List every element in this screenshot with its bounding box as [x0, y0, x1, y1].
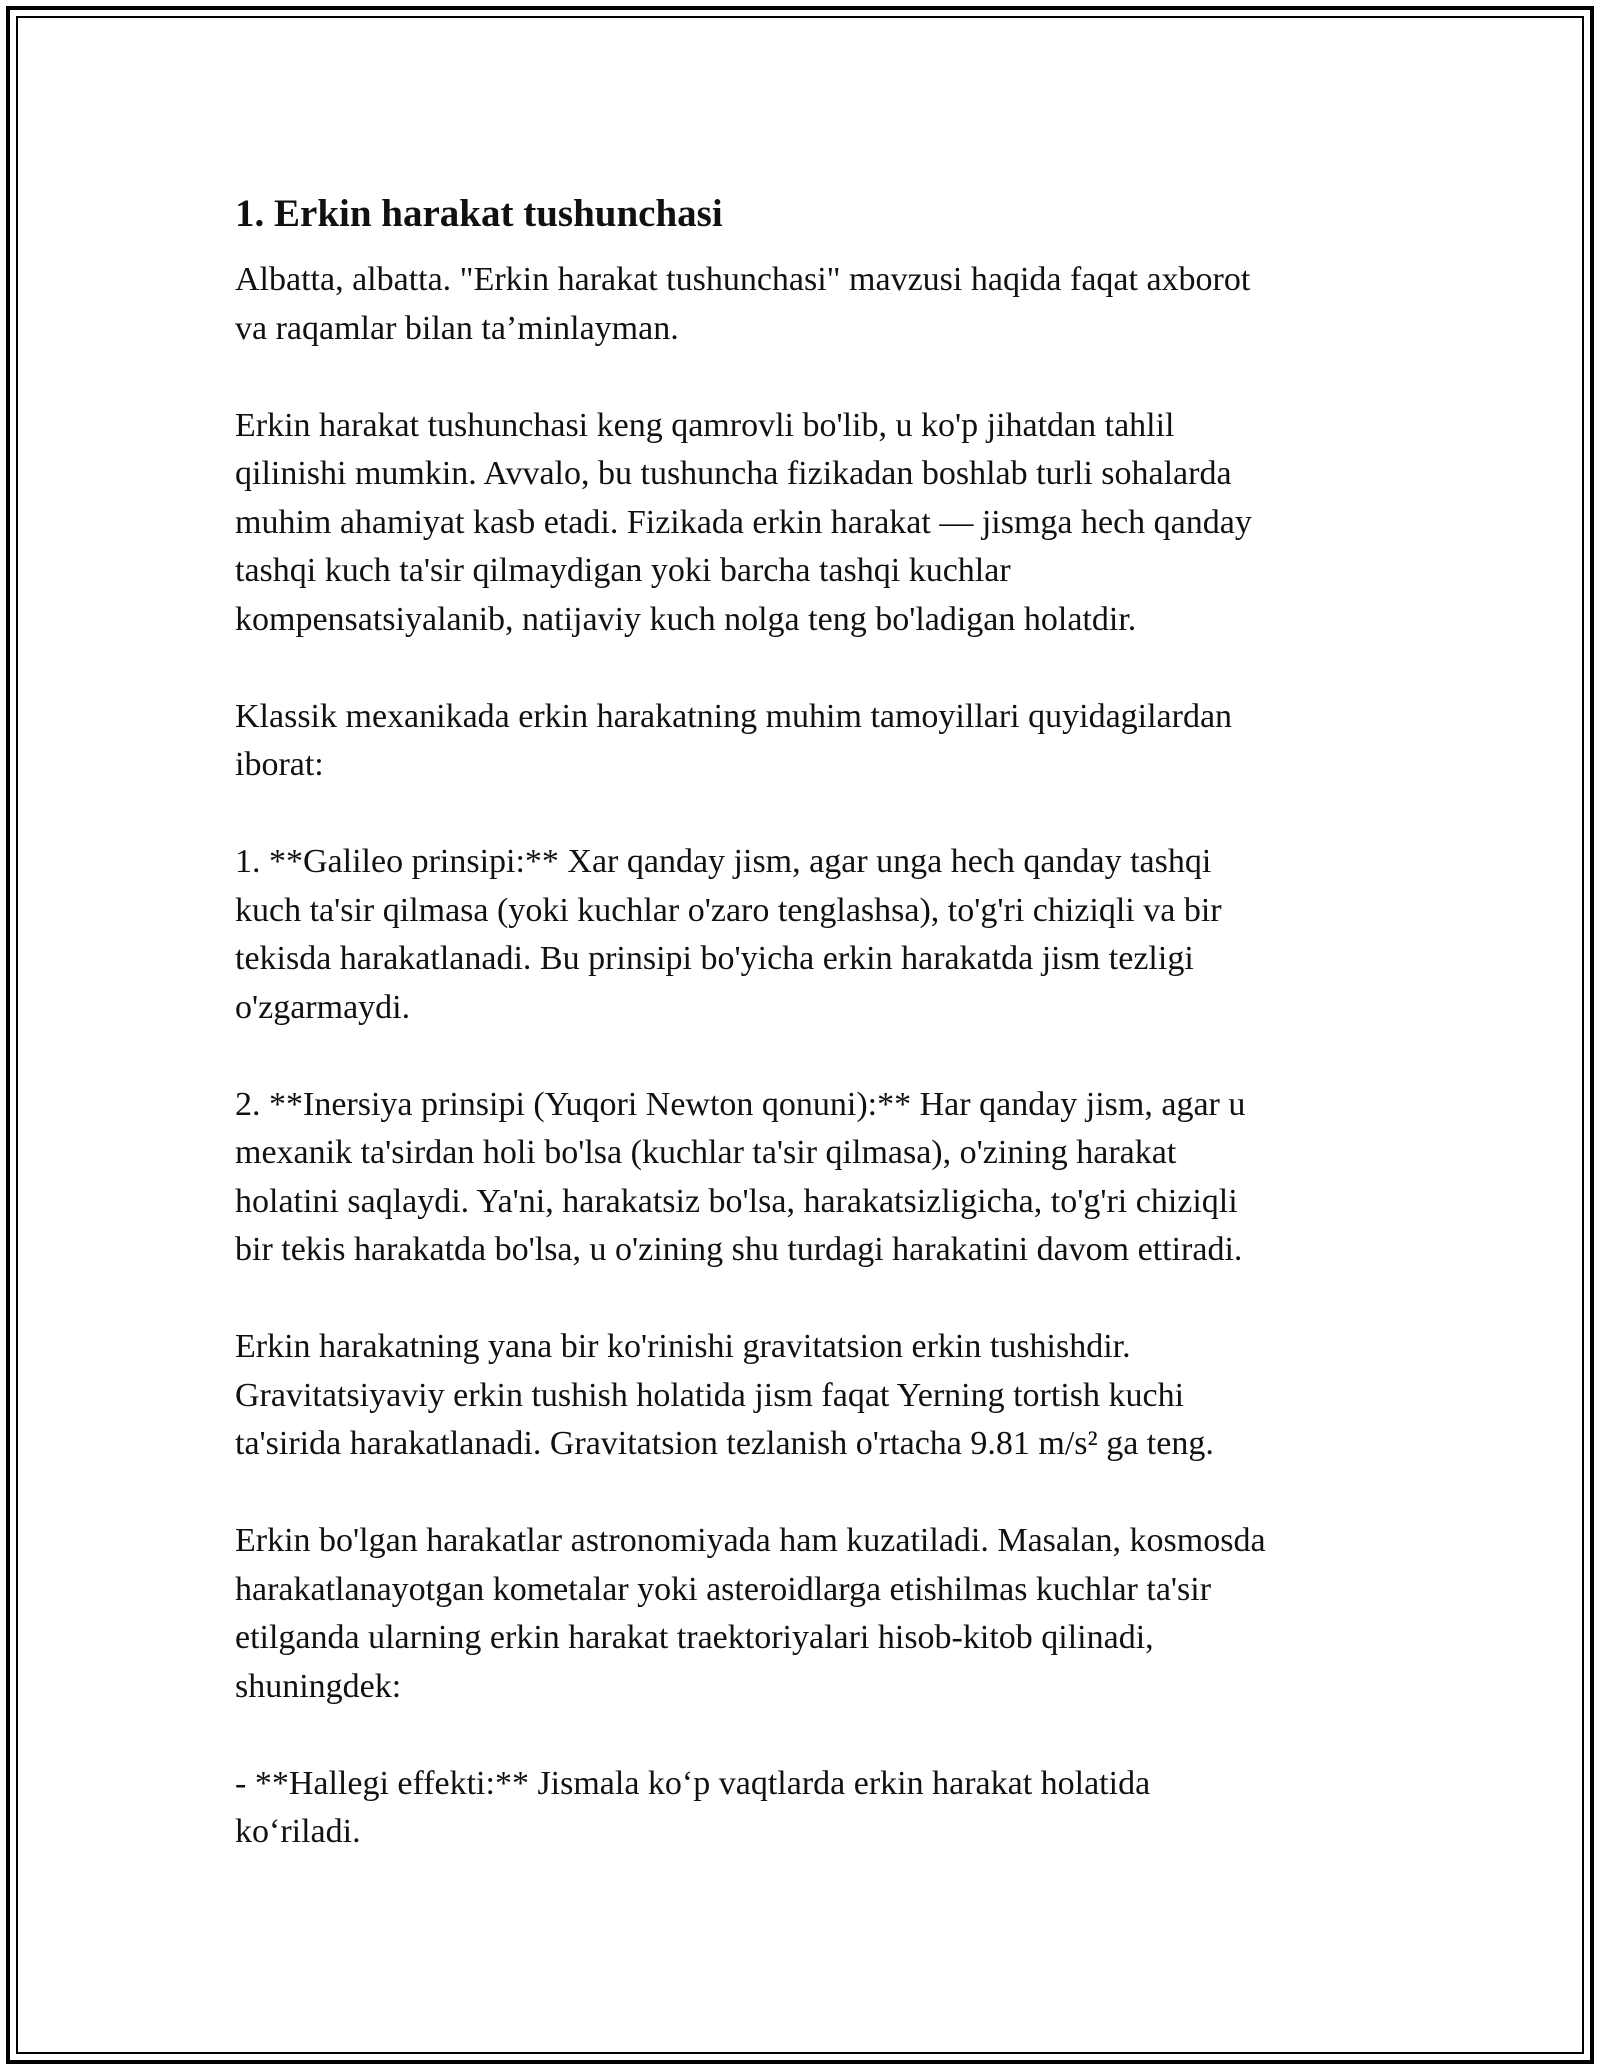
- list-item-inertia: 2. **Inersiya prinsipi (Yuqori Newton qonuni):** Har qanday jism, agar u mexanik ta'sirdan holi bo'lsa (kuchlar ta'sir qilmasa), o'zining harakat holatini saqlaydi. Ya'ni, harakatsiz bo'lsa, harakatsizligicha, to'g'ri chiziqli bir tekis harakatda bo'lsa, u o'zining shu turdagi harakatini davom ettiradi.: [235, 1085, 1246, 1268]
- paragraph-intro: Albatta, albatta. "Erkin harakat tushunchasi" mavzusi haqida faqat axborot va raqamlar bilan ta’minlayman.: [235, 261, 1251, 347]
- list-item-galileo: 1. **Galileo prinsipi:** Xar qanday jism, agar unga hech qanday tashqi kuch ta'sir qilmasa (yoki kuchlar o'zaro tenglashsa), to'g'ri chiziqli va bir tekisda harakatlanadi. Bu prinsipi bo'yicha erkin harakatda jism tezligi o'zgarmaydi.: [235, 843, 1222, 1026]
- list-item-halley: - **Hallegi effekti:** Jismala ko‘p vaqtlarda erkin harakat holatida ko‘riladi.: [235, 1764, 1151, 1850]
- document-title: 1. Erkin harakat tushunchasi: [235, 192, 723, 235]
- paragraph-definition: Erkin harakat tushunchasi keng qamrovli bo'lib, u ko'p jihatdan tahlil qilinishi mumkin. Avvalo, bu tushuncha fizikadan boshlab turli sohalarda muhim ahamiyat kasb etadi. Fizikada erkin harakat — jismga hech qanday tashqi kuch ta'sir qilmaydigan yoki barcha tashqi kuchlar kompensatsiyalanib, natijaviy kuch nolga teng bo'ladigan holatdir.: [235, 406, 1252, 638]
- paragraph-astronomy: Erkin bo'lgan harakatlar astronomiyada ham kuzatiladi. Masalan, kosmosda harakatlanayotgan kometalar yoki asteroidlarga etishilmas kuchlar ta'sir etilganda ularning erkin harakat traektoriyalari hisob-kitob qilinadi, shuningdek:: [235, 1522, 1266, 1705]
- paragraph-free-fall: Erkin harakatning yana bir ko'rinishi gravitatsion erkin tushishdir. Gravitatsiyaviy erkin tushish holatida jism faqat Yerning tortish kuchi ta'sirida harakatlanadi. Gravitatsion tezlanish o'rtacha 9.81 m/s² ga teng.: [235, 1328, 1214, 1462]
- paragraph-principles-intro: Klassik mexanikada erkin harakatning muhim tamoyillari quyidagilardan iborat:: [235, 697, 1233, 783]
- document-body: [235, 188, 1365, 1905]
